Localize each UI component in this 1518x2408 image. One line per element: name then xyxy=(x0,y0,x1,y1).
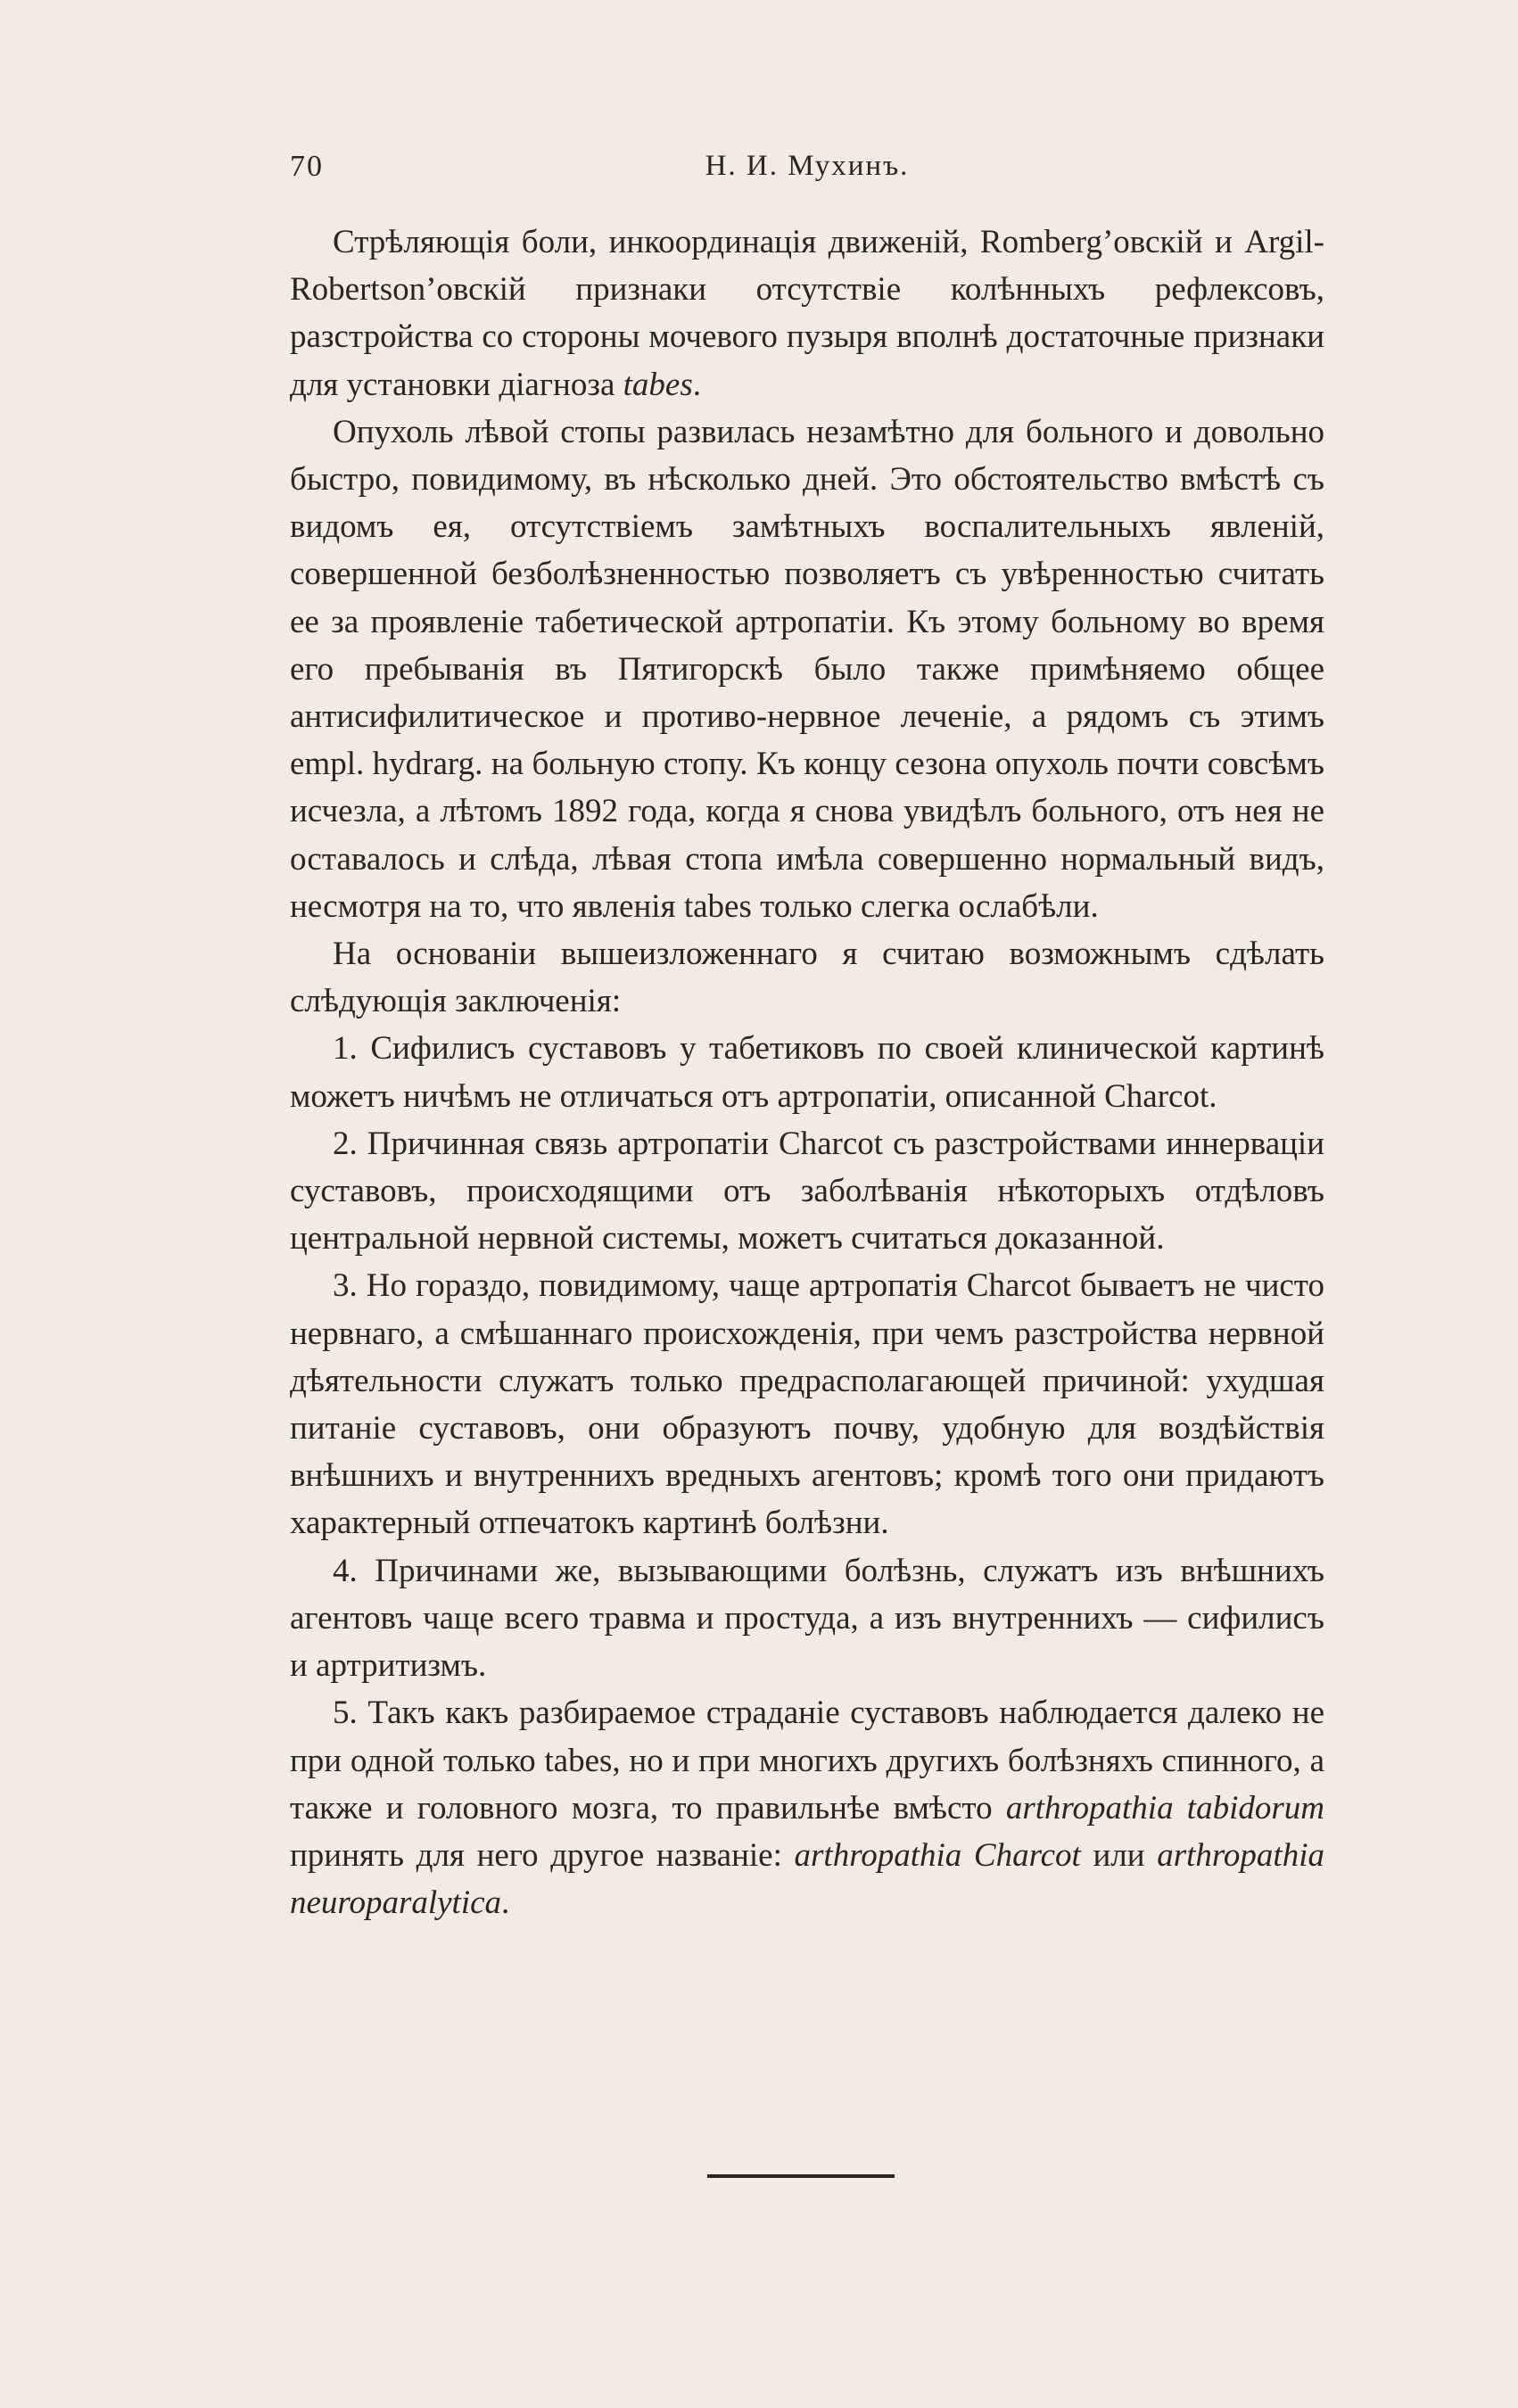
text-segment: принять для него другое названіе: xyxy=(290,1836,795,1874)
text-segment: 1. Сифилисъ суставовъ у табетиковъ по своей клинической картинѣ можетъ ничѣмъ не отличаться отъ артропатіи, описанной Charcot. xyxy=(290,1030,1324,1115)
body-text xyxy=(290,219,1324,1926)
paragraph xyxy=(290,1262,1324,1546)
paragraph xyxy=(290,1120,1324,1263)
paragraph xyxy=(290,1689,1324,1926)
text-segment: 4. Причинами же, вызывающими болѣзнь, служатъ изъ внѣшнихъ агентовъ чаще всего травма и простуда, а изъ внутреннихъ — сифилисъ и артритизмъ. xyxy=(290,1552,1324,1685)
paragraph xyxy=(290,930,1324,1025)
running-title: Н. И. Мухинъ. xyxy=(705,150,910,182)
italic-text: tabes xyxy=(623,366,693,403)
text-segment: 5. Такъ какъ разбираемое страданіе суставовъ наблюдается далеко не при одной только tabes, но и при многихъ другихъ болѣзняхъ спинного, а также и головного мозга, то правильнѣе вмѣсто xyxy=(290,1695,1324,1827)
text-segment: . xyxy=(692,366,701,403)
text-segment: . xyxy=(501,1884,510,1922)
italic-text: arthropathia neuroparalytica xyxy=(290,1836,1324,1922)
text-segment: На основаніи вышеизложеннаго я считаю возможнымъ сдѣлать слѣдующія заключенія: xyxy=(290,936,1324,1020)
paragraph xyxy=(290,1547,1324,1690)
text-segment: или xyxy=(1080,1836,1158,1874)
italic-text: arthropathia tabidorum xyxy=(1005,1789,1324,1827)
paragraph xyxy=(290,408,1324,930)
text-segment: 2. Причинная связь артропатіи Charcot съ разстройствами иннерваціи суставовъ, происходящими отъ заболѣванія нѣкоторыхъ отдѣловъ центральной нервной системы, можетъ считаться доказанной. xyxy=(290,1125,1324,1258)
paragraph xyxy=(290,1025,1324,1119)
end-rule xyxy=(707,2174,895,2178)
page-number: 70 xyxy=(290,150,324,183)
italic-text: arthropathia Charcot xyxy=(794,1836,1081,1874)
text-segment: Стрѣляющія боли, инкоординація движеній, Romberg’овскій и Argil-Robertson’овскій признаки отсутствіе колѣнныхъ рефлексовъ, разстройства со стороны мочевого пузыря вполнѣ достаточные признаки для установки діагноза xyxy=(290,224,1324,403)
text-segment: 3. Но гораздо, повидимому, чаще артропатія Charcot бываетъ не чисто нервнаго, а смѣшаннаго происхожденія, при чемъ разстройства нервной дѣятельности служатъ только предрасполагающей причиной: ухудшая питаніе суставовъ, они образуютъ почву, удобную для воздѣйствія внѣшнихъ и внутреннихъ вредныхъ агентовъ; кромѣ того они придаютъ характерный отпечатокъ картинѣ болѣзни. xyxy=(290,1267,1324,1542)
text-segment: Опухоль лѣвой стопы развилась незамѣтно для больного и довольно быстро, повидимому, въ нѣсколько дней. Это обстоятельство вмѣстѣ съ видомъ ея, отсутствіемъ замѣтныхъ воспалительныхъ явленій, совершенной безболѣзненностью позволяетъ съ увѣренностью считать ее за проявленіе табетической артропатіи. Къ этому больному во время его пребыванія въ Пятигорскѣ было также примѣняемо общее антисифилитическое и противо-нервное леченіе, а рядомъ съ этимъ empl. hydrarg. на больную стопу. Къ концу сезона опухоль почти совсѣмъ исчезла, а лѣтомъ 1892 года, когда я снова увидѣлъ больного, отъ нея не оставалось и слѣда, лѣвая стопа имѣла совершенно нормальный видъ, несмотря на то, что явленія tabes только слегка ослабѣли. xyxy=(290,413,1324,925)
page-header xyxy=(290,150,1324,194)
paragraph xyxy=(290,219,1324,408)
